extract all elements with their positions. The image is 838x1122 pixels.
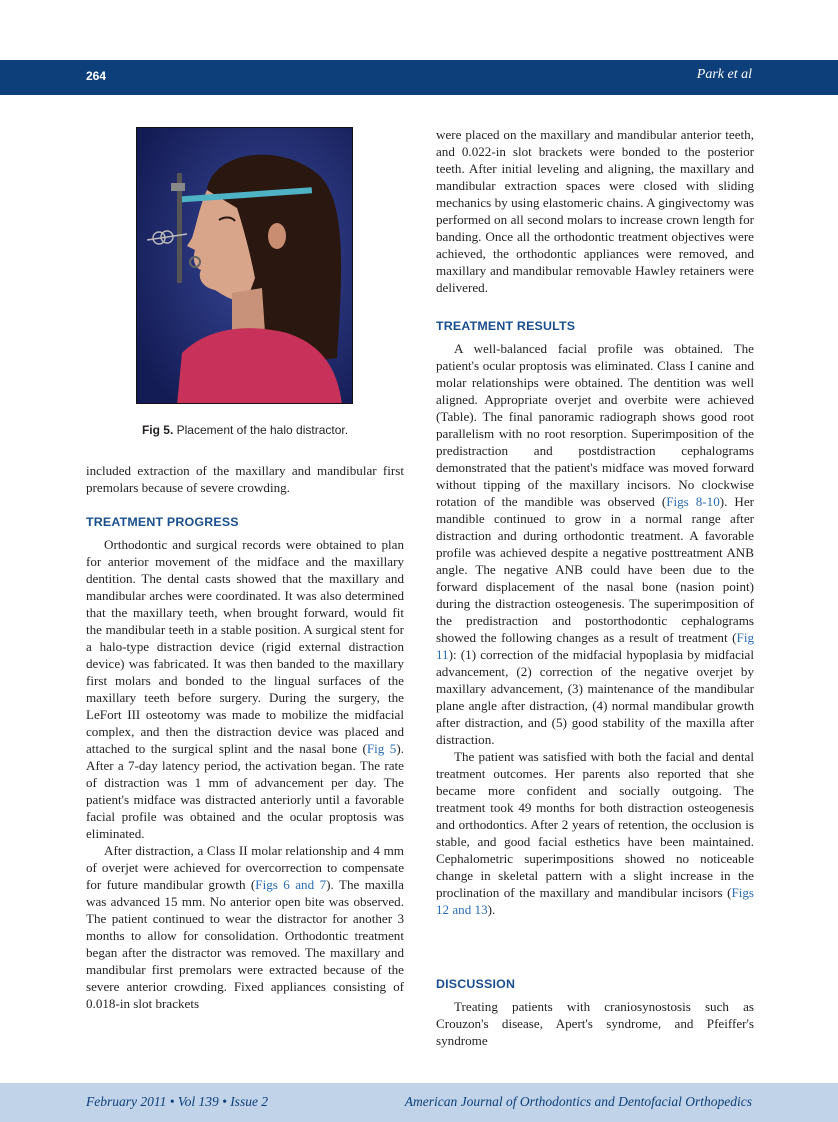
page-header xyxy=(0,60,838,95)
paragraph-progress-tail: were placed on the maxillary and mandibular anterior teeth, and 0.022-in slot brackets were bonded to the posterior teeth. After initial leveling and aligning, the maxillary and mandibular extraction spaces were closed with sliding mechanics by using elastomeric chains. A gingivectomy was performed on all second molars to increase crown length for banding. Once all the orthodontic treatment objectives were achieved, the orthodontic appliances were removed, and maxillary and mandibular removable Hawley retainers were delivered. xyxy=(436,127,754,295)
page-footer xyxy=(0,1083,838,1122)
running-authors: Park et al xyxy=(696,67,752,82)
figure-caption xyxy=(86,423,404,437)
text-segment: ). After a 7-day latency period, the activation began. The rate of distraction was 1 mm of advancement per day. The patient's midface was distracted anteriorly until a favorable facial profile was obtained and the ocular proptosis was eliminated. xyxy=(86,741,404,841)
text-segment: ). xyxy=(487,902,496,917)
paragraph-discussion-1: Treating patients with craniosynostosis such as Crouzon's disease, Apert's syndrome, and Pfeiffer's syndrome xyxy=(436,999,754,1048)
figure-ref-link[interactable]: Figs 12 and 13 xyxy=(436,885,754,917)
journal-title: American Journal of Orthodontics and Dentofacial Orthopedics xyxy=(404,1094,752,1109)
caption-text: Placement of the halo distractor. xyxy=(176,423,349,437)
figure-ref-link[interactable]: Figs 6 and 7 xyxy=(255,877,327,892)
text-segment: ). Her mandible continued to grow in a normal range after distraction and during orthodontic treatment. A favorable profile was achieved despite a negative posttreatment ANB angle. The negative ANB could have been due to the forward displacement of the nasal bone (nasion point) during the distraction osteogenesis. The superimposition of the predistraction and postorthodontic cephalograms showed the following changes as a result of treatment ( xyxy=(436,494,754,645)
right-column-results xyxy=(436,340,754,918)
left-column-progress xyxy=(86,536,404,1012)
paragraph-progress-2 xyxy=(86,842,404,1012)
text-segment: Orthodontic and surgical records were obtained to plan for anterior movement of the midface and the maxillary dentition. The dental casts showed that the maxillary and mandibular arches were coordinated. It was also determined that the maxillary teeth, when brought forward, would fit the mandibular teeth in a stable position. A surgical stent for a halo-type distraction device (rigid external distraction device) was fabricated. It was then banded to the maxillary first molars and bonded to the lingual surfaces of the maxillary teeth before surgery. During the surgery, the LeFort III osteotomy was made to mobilize the midfacial complex, and then the distraction device was placed and attached to the surgical splint and the nasal bone ( xyxy=(86,537,404,756)
figure-ref-link[interactable]: Fig 5 xyxy=(366,741,397,756)
figure-halo-distractor-photo xyxy=(136,127,353,404)
patient-profile-image xyxy=(137,128,353,404)
paragraph-results-2 xyxy=(436,748,754,918)
paragraph-intro-tail: included extraction of the maxillary and mandibular first premolars because of severe crowding. xyxy=(86,463,404,495)
right-column-progress-tail xyxy=(436,126,754,296)
heading-discussion: DISCUSSION xyxy=(436,977,516,991)
text-segment: After distraction, a Class II molar relationship and 4 mm of overjet were achieved for overcorrection to compensate for future mandibular growth ( xyxy=(86,843,404,892)
left-column-intro-tail xyxy=(86,462,404,496)
paragraph-progress-1 xyxy=(86,536,404,842)
right-column-discussion xyxy=(436,998,754,1049)
figure-ref-link[interactable]: Figs 8-10 xyxy=(666,494,720,509)
heading-treatment-progress: TREATMENT PROGRESS xyxy=(86,515,239,529)
text-segment: ): (1) correction of the midfacial hypoplasia by midfacial advancement, (2) correction of the negative overjet by maxillary advancement, (3) maintenance of the mandibular plane angle after distraction, (4) normal mandibular growth after distraction, and (5) good stability of the maxilla after distraction. xyxy=(436,647,754,747)
figure-ref-link[interactable]: Fig 11 xyxy=(436,630,754,662)
text-segment: ). The maxilla was advanced 15 mm. No anterior open bite was observed. The patient continued to wear the distractor for another 3 months to allow for consolidation. Orthodontic treatment began after the distractor was removed. The maxillary and mandibular first premolars were extracted because of the severe anterior crowding. Fixed appliances consisting of 0.018-in slot brackets xyxy=(86,877,404,1011)
heading-treatment-results: TREATMENT RESULTS xyxy=(436,319,576,333)
issue-info: February 2011 • Vol 139 • Issue 2 xyxy=(86,1094,269,1109)
page-number: 264 xyxy=(86,69,107,83)
paragraph-results-1 xyxy=(436,340,754,748)
caption-label: Fig 5. xyxy=(141,423,174,437)
text-segment: A well-balanced facial profile was obtained. The patient's ocular proptosis was eliminated. Class I canine and molar relationships were obtained. The dentition was well aligned. Appropriate overjet and overbite were achieved (Table). The final panoramic radiograph shows good root parallelism with no root resorption. Superimposition of the predistraction and postdistraction cephalograms demonstrated that the patient's midface was moved forward without tipping of the maxillary incisors. No clockwise rotation of the mandible was observed ( xyxy=(436,341,754,509)
text-segment: The patient was satisfied with both the facial and dental treatment outcomes. Her parents also reported that she became more confident and socially outgoing. The treatment took 49 months for both distraction osteogenesis and orthodontics. After 2 years of retention, the occlusion is stable, and good facial esthetics have been maintained. Cephalometric superimpositions showed no noticeable change in skeletal pattern with a slight increase in the proclination of the maxillary and mandibular incisors ( xyxy=(436,749,754,900)
